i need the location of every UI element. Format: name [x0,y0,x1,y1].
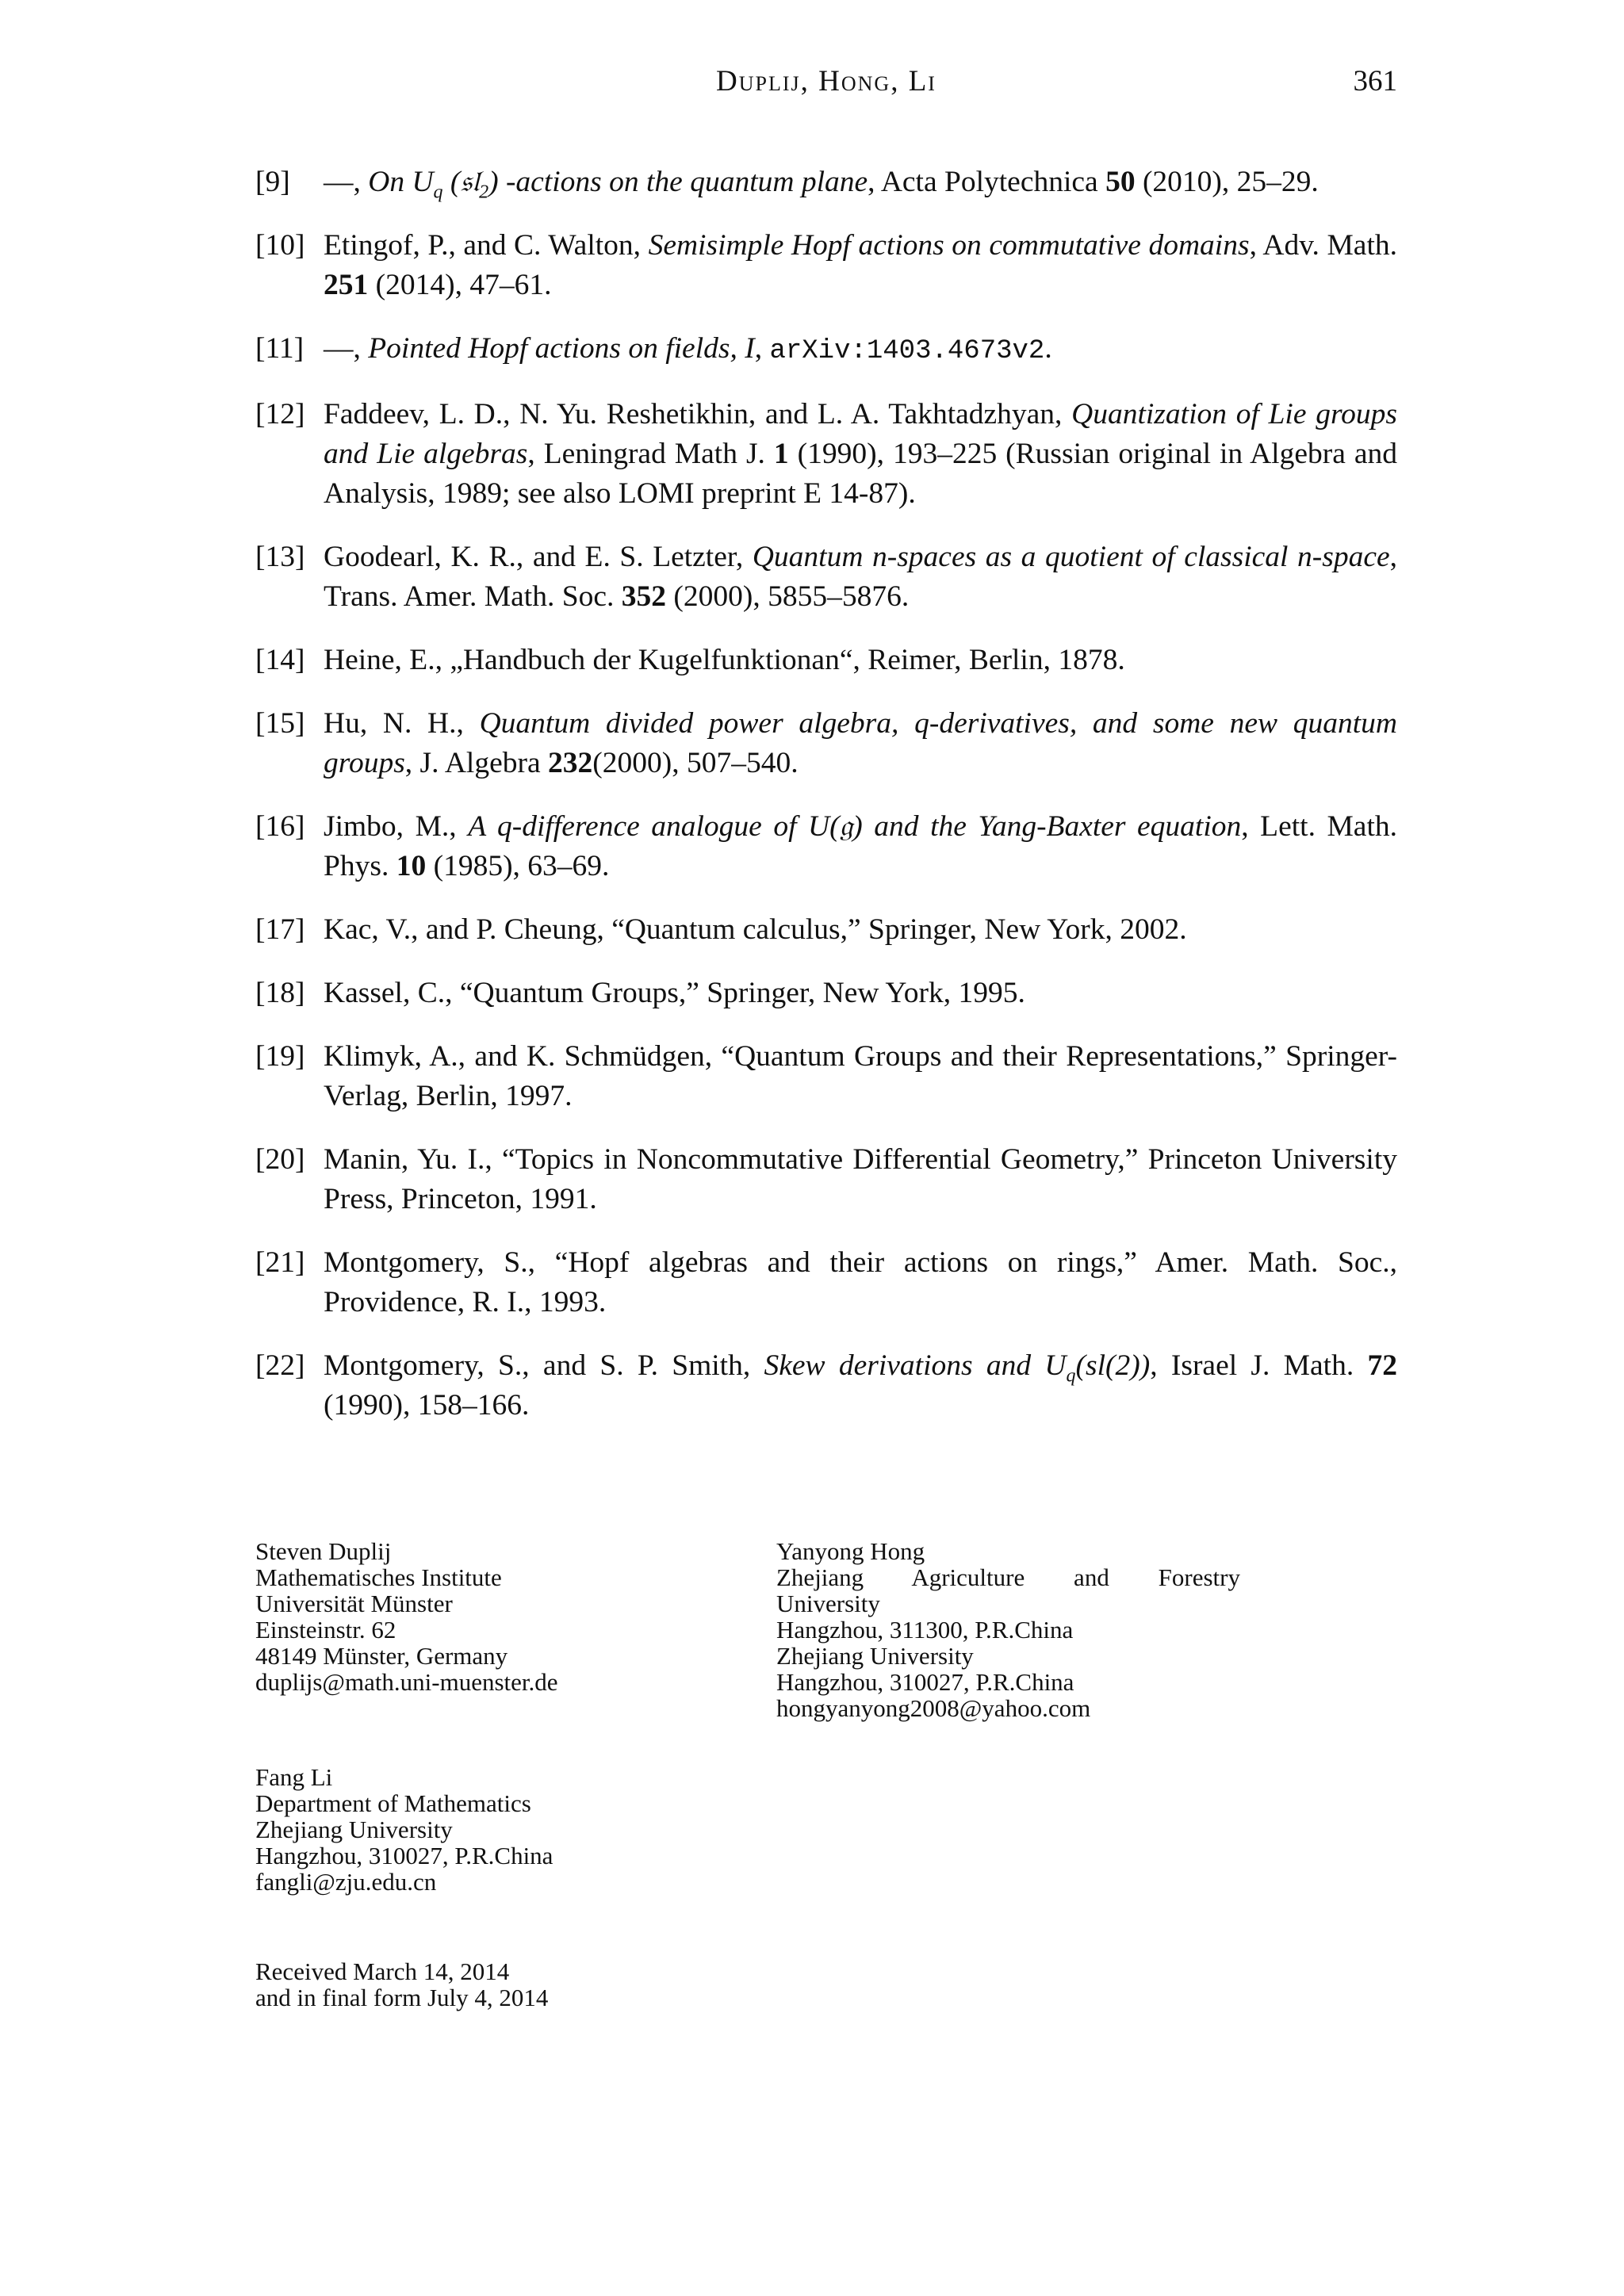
address-line: duplijs@math.uni-muenster.de [255,1668,558,1696]
reference-number: [14] [255,644,305,676]
reference-item [255,910,1397,950]
reference-text [324,1037,1397,1116]
reference-fragment: 232 [547,747,593,779]
address-line: Received March 14, 2014 [255,1957,510,1985]
reference-fragment: q [433,182,443,203]
reference-item [255,329,1397,371]
reference-fragment: 2 [479,182,489,203]
reference-fragment: arXiv:1403.4673v2 [769,336,1045,366]
reference-fragment: (2000), 5855–5876. [665,580,910,613]
reference-item [255,704,1397,783]
reference-fragment: Faddeev, L. D., N. Yu. Reshetikhin, and L. A. Takhtadzhyan, [324,398,1072,430]
reference-fragment: Kassel, C., “Quantum Groups,” Springer, New York, 1995. [324,977,1025,1009]
reference-fragment: Klimyk, A., and K. Schmüdgen, “Quantum Groups and their Representations,” Springer-Verlag, Berlin, 1997. [324,1040,1397,1112]
address-line: Einsteinstr. 62 [255,1616,396,1644]
reference-fragment: A q-difference analogue of U(𝔤) and the Yang-Baxter equation [468,810,1242,843]
address-line: Zhejiang University [255,1816,453,1843]
address-line: Hangzhou, 310027, P.R.China [776,1668,1074,1696]
reference-number: [11] [255,332,304,365]
address-duplij [255,1538,558,1695]
reference-fragment: (1990), 193–225 (Russian original in Algebra and Analysis, 1989; see also LOMI preprint E 14-87). [324,438,1397,510]
address-line: University [776,1590,880,1617]
reference-item [255,395,1397,514]
reference-fragment: Montgomery, S., and S. P. Smith, [324,1349,764,1382]
reference-fragment: Heine, E., „Handbuch der Kugelfunktionan“, Reimer, Berlin, 1878. [324,644,1125,676]
reference-fragment: Kac, V., and P. Cheung, “Quantum calculus,” Springer, New York, 2002. [324,913,1187,946]
reference-number: [18] [255,977,305,1009]
reference-fragment: 72 [1367,1349,1397,1382]
address-line: Steven Duplij [255,1537,392,1565]
reference-item [255,807,1397,886]
reference-fragment: —, [324,332,369,365]
address-line: Mathematisches Institute [255,1563,502,1591]
reference-number: [9] [255,166,290,198]
address-line: Hangzhou, 311300, P.R.China [776,1616,1074,1644]
reference-fragment: Etingof, P., and C. Walton, [324,229,649,262]
received-dates [255,1958,548,2011]
address-hong [776,1538,1240,1721]
reference-fragment: 1 [773,438,789,470]
reference-fragment: Hu, N. H., [324,707,480,740]
reference-fragment: , J. Algebra [404,747,548,779]
reference-fragment: (1990), 158–166. [324,1389,530,1422]
reference-fragment: (2010), 25–29. [1135,166,1319,198]
reference-text [324,1243,1397,1322]
reference-text [324,910,1397,950]
reference-number: [12] [255,398,305,430]
reference-fragment: 352 [621,580,666,613]
reference-text [324,704,1397,783]
reference-text [324,974,1397,1013]
reference-fragment: —, [324,166,369,198]
reference-text [324,641,1397,680]
reference-fragment: (2014), 47–61. [368,269,552,301]
reference-text [324,1140,1397,1219]
address-li [255,1764,553,1895]
reference-fragment: Montgomery, S., “Hopf algebras and their actions on rings,” Amer. Math. Soc., Providence, R. I., 1993. [324,1246,1397,1318]
reference-fragment: (1985), 63–69. [426,850,610,882]
reference-fragment: Pointed Hopf actions on fields, I [368,332,755,365]
reference-number: [10] [255,229,305,262]
reference-item [255,226,1397,305]
reference-fragment: , [754,332,770,365]
reference-item [255,1243,1397,1322]
reference-fragment: , Israel J. Math. [1150,1349,1368,1382]
reference-fragment: Jimbo, M., [324,810,469,843]
address-line: fangli@zju.edu.cn [255,1868,437,1896]
reference-fragment: Quantum n-spaces as a quotient of classical n-space [752,541,1390,573]
address-line: Zhejiang Agriculture and Forestry [776,1563,1240,1591]
reference-text [324,329,1397,371]
reference-number: [16] [255,810,305,843]
reference-fragment: . [1044,332,1052,365]
address-line: Universität Münster [255,1590,453,1617]
reference-fragment: , Leningrad Math J. [527,438,774,470]
reference-number: [22] [255,1349,305,1382]
reference-fragment: , Lett. Math. Phys. [324,810,1397,882]
reference-item [255,1346,1397,1425]
reference-number: [15] [255,707,305,740]
reference-number: [13] [255,541,305,573]
reference-text [324,226,1397,305]
reference-text [324,395,1397,514]
reference-fragment: Goodearl, K. R., and E. S. Letzter, [324,541,753,573]
reference-text [324,163,1397,202]
reference-item [255,163,1397,202]
reference-fragment: Manin, Yu. I., “Topics in Noncommutative Differential Geometry,” Princeton University Press, Princeton, 1991. [324,1143,1397,1215]
running-title: Duplij, Hong, Li [716,65,936,98]
reference-fragment: , Acta Polytechnica [868,166,1106,198]
reference-fragment: Semisimple Hopf actions on commutative domains [648,229,1250,262]
reference-fragment: (2000), 507–540. [592,747,799,779]
reference-text [324,1346,1397,1425]
reference-fragment: Quantization of Lie groups and Lie algebras [324,398,1398,470]
reference-fragment: , Adv. Math. [1249,229,1397,262]
reference-item [255,538,1397,617]
page-number: 361 [1353,65,1397,98]
reference-number: [17] [255,913,305,946]
address-line: and in final form July 4, 2014 [255,1984,549,2011]
reference-fragment: (sl(2)) [1075,1349,1151,1382]
reference-fragment: ) -actions on the quantum plane [488,166,868,198]
reference-text [324,807,1397,886]
reference-fragment: (𝔰𝔩 [442,166,480,198]
reference-fragment: On U [368,166,434,198]
reference-number: [20] [255,1143,305,1176]
reference-item [255,641,1397,680]
address-line: 48149 Münster, Germany [255,1642,508,1670]
address-line: Department of Mathematics [255,1789,531,1817]
reference-fragment: 10 [396,850,427,882]
address-line: Yanyong Hong [776,1537,925,1565]
address-line: hongyanyong2008@yahoo.com [776,1694,1091,1722]
reference-fragment: Skew derivations and U [764,1349,1067,1382]
reference-number: [19] [255,1040,305,1073]
address-line: Fang Li [255,1763,333,1791]
reference-item [255,974,1397,1013]
running-head [255,62,1397,101]
reference-fragment: q [1066,1365,1076,1387]
reference-item [255,1037,1397,1116]
address-line: Zhejiang University [776,1642,974,1670]
address-line: Hangzhou, 310027, P.R.China [255,1842,553,1869]
reference-text [324,538,1397,617]
reference-fragment: 50 [1105,166,1136,198]
reference-item [255,1140,1397,1219]
references-list [255,163,1397,1449]
reference-fragment: Quantum divided power algebra, q-derivatives, and some new quantum groups [324,707,1397,779]
reference-fragment: 251 [324,269,369,301]
reference-number: [21] [255,1246,305,1279]
reference-fragment: , Trans. Amer. Math. Soc. [324,541,1397,613]
